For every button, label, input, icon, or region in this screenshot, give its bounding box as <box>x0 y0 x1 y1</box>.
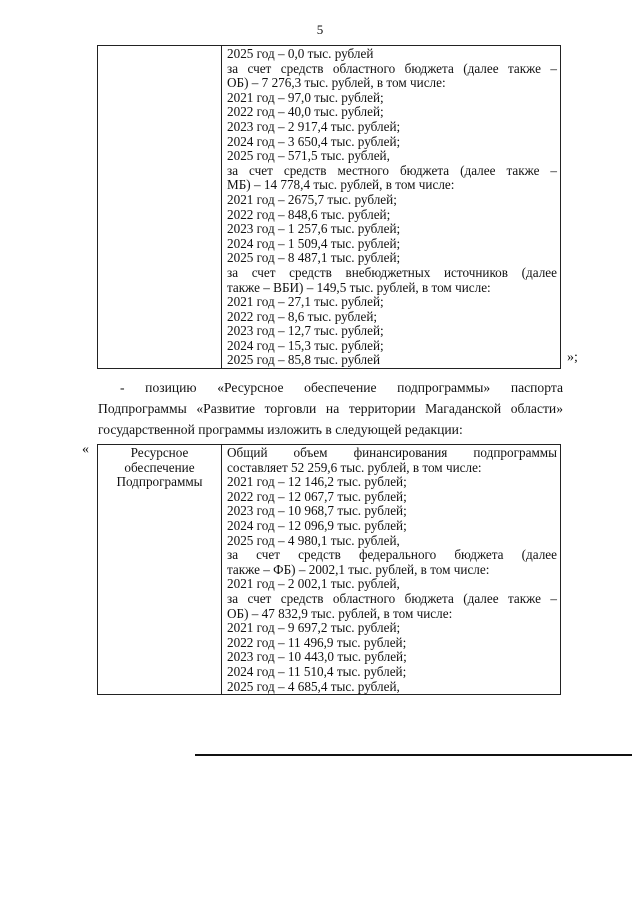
table-line: 2021 год – 97,0 тыс. рублей; <box>227 89 384 105</box>
table-line: 2025 год – 85,8 тыс. рублей <box>227 352 381 368</box>
table-line: МБ) – 14 778,4 тыс. рублей, в том числе: <box>227 177 455 193</box>
table-line: 2024 год – 12 096,9 тыс. рублей; <box>227 517 407 533</box>
table2-right-text <box>222 445 560 694</box>
table-line: 2023 год – 1 257,6 тыс. рублей; <box>227 221 401 237</box>
table-line: 2024 год – 11 510,4 тыс. рублей; <box>227 663 407 679</box>
table-line: 2022 год – 40,0 тыс. рублей; <box>227 104 384 120</box>
paragraph-line: государственной программы изложить в следующей редакции: <box>98 421 463 437</box>
table-line: 2023 год – 2 917,4 тыс. рублей; <box>227 118 401 134</box>
table-line: 2025 год – 0,0 тыс. рублей <box>227 46 374 61</box>
row-label-line: Ресурсное <box>130 445 189 460</box>
table-line: 2025 год – 571,5 тыс. рублей, <box>227 148 390 164</box>
table-line: 2021 год – 2 002,1 тыс. рублей, <box>227 576 400 592</box>
table-line: 2025 год – 8 487,1 тыс. рублей; <box>227 250 401 266</box>
table2-left-text <box>98 445 221 490</box>
table-line: за счет средств областного бюджета (далее также – <box>227 60 557 76</box>
table-line: 2022 год – 11 496,9 тыс. рублей; <box>227 634 407 650</box>
table-line: 2021 год – 12 146,2 тыс. рублей; <box>227 474 407 490</box>
table-line: за счет средств областного бюджета (далее также – <box>227 590 557 606</box>
row-label-line: Подпрограммы <box>116 474 203 490</box>
table-line: ОБ) – 7 276,3 тыс. рублей, в том числе: <box>227 75 446 91</box>
table-line: 2024 год – 15,3 тыс. рублей; <box>227 337 384 353</box>
paragraph-line: - позицию «Ресурсное обеспечение подпрограммы» паспорта <box>120 380 563 395</box>
paragraph-line: Подпрограммы «Развитие торговли на территории Магаданской области» <box>98 400 563 416</box>
table-line: за счет средств внебюджетных источников (далее <box>227 264 557 280</box>
table-line: 2024 год – 1 509,4 тыс. рублей; <box>227 235 401 251</box>
table-line: 2022 год – 8,6 тыс. рублей; <box>227 308 378 324</box>
table-line: также – ФБ) – 2002,1 тыс. рублей, в том числе: <box>227 561 490 577</box>
funding-table-continued <box>97 45 561 369</box>
table-line: также – ВБИ) – 149,5 тыс. рублей, в том числе: <box>227 279 491 295</box>
table-line: составляет 52 259,6 тыс. рублей, в том числе: <box>227 459 482 475</box>
table-line: ОБ) – 47 832,9 тыс. рублей, в том числе: <box>227 605 453 621</box>
instruction-paragraph <box>98 378 563 440</box>
table1-left-cell <box>98 46 222 369</box>
table2-right-cell <box>222 445 561 695</box>
table-line: 2022 год – 12 067,7 тыс. рублей; <box>227 488 407 504</box>
table-line: 2023 год – 10 968,7 тыс. рублей; <box>227 503 407 519</box>
table-line: 2025 год – 4 980,1 тыс. рублей, <box>227 532 400 548</box>
resource-provision-table <box>97 444 561 695</box>
table-line: за счет средств федерального бюджета (далее <box>227 547 557 563</box>
row-label-line: обеспечение <box>124 459 195 475</box>
opening-quote: « <box>82 442 89 457</box>
table-line: Общий объем финансирования подпрограммы <box>227 445 557 460</box>
page-number: 5 <box>316 22 324 37</box>
closing-quote: »; <box>567 350 578 365</box>
table-line: 2022 год – 848,6 тыс. рублей; <box>227 206 391 222</box>
table2-left-cell <box>98 445 222 695</box>
table-line: за счет средств местного бюджета (далее также – <box>227 162 557 178</box>
table-line: 2025 год – 4 685,4 тыс. рублей, <box>227 678 400 694</box>
table-line: 2023 год – 10 443,0 тыс. рублей; <box>227 649 407 665</box>
table-line: 2021 год – 27,1 тыс. рублей; <box>227 294 384 310</box>
table-line: 2023 год – 12,7 тыс. рублей; <box>227 323 384 339</box>
table-line: 2021 год – 9 697,2 тыс. рублей; <box>227 620 401 636</box>
table-line: 2021 год – 2675,7 тыс. рублей; <box>227 191 397 207</box>
table-line: 2024 год – 3 650,4 тыс. рублей; <box>227 133 401 149</box>
table1-right-cell <box>222 46 561 369</box>
footer-rule <box>195 754 632 756</box>
table1-right-text <box>222 46 560 368</box>
